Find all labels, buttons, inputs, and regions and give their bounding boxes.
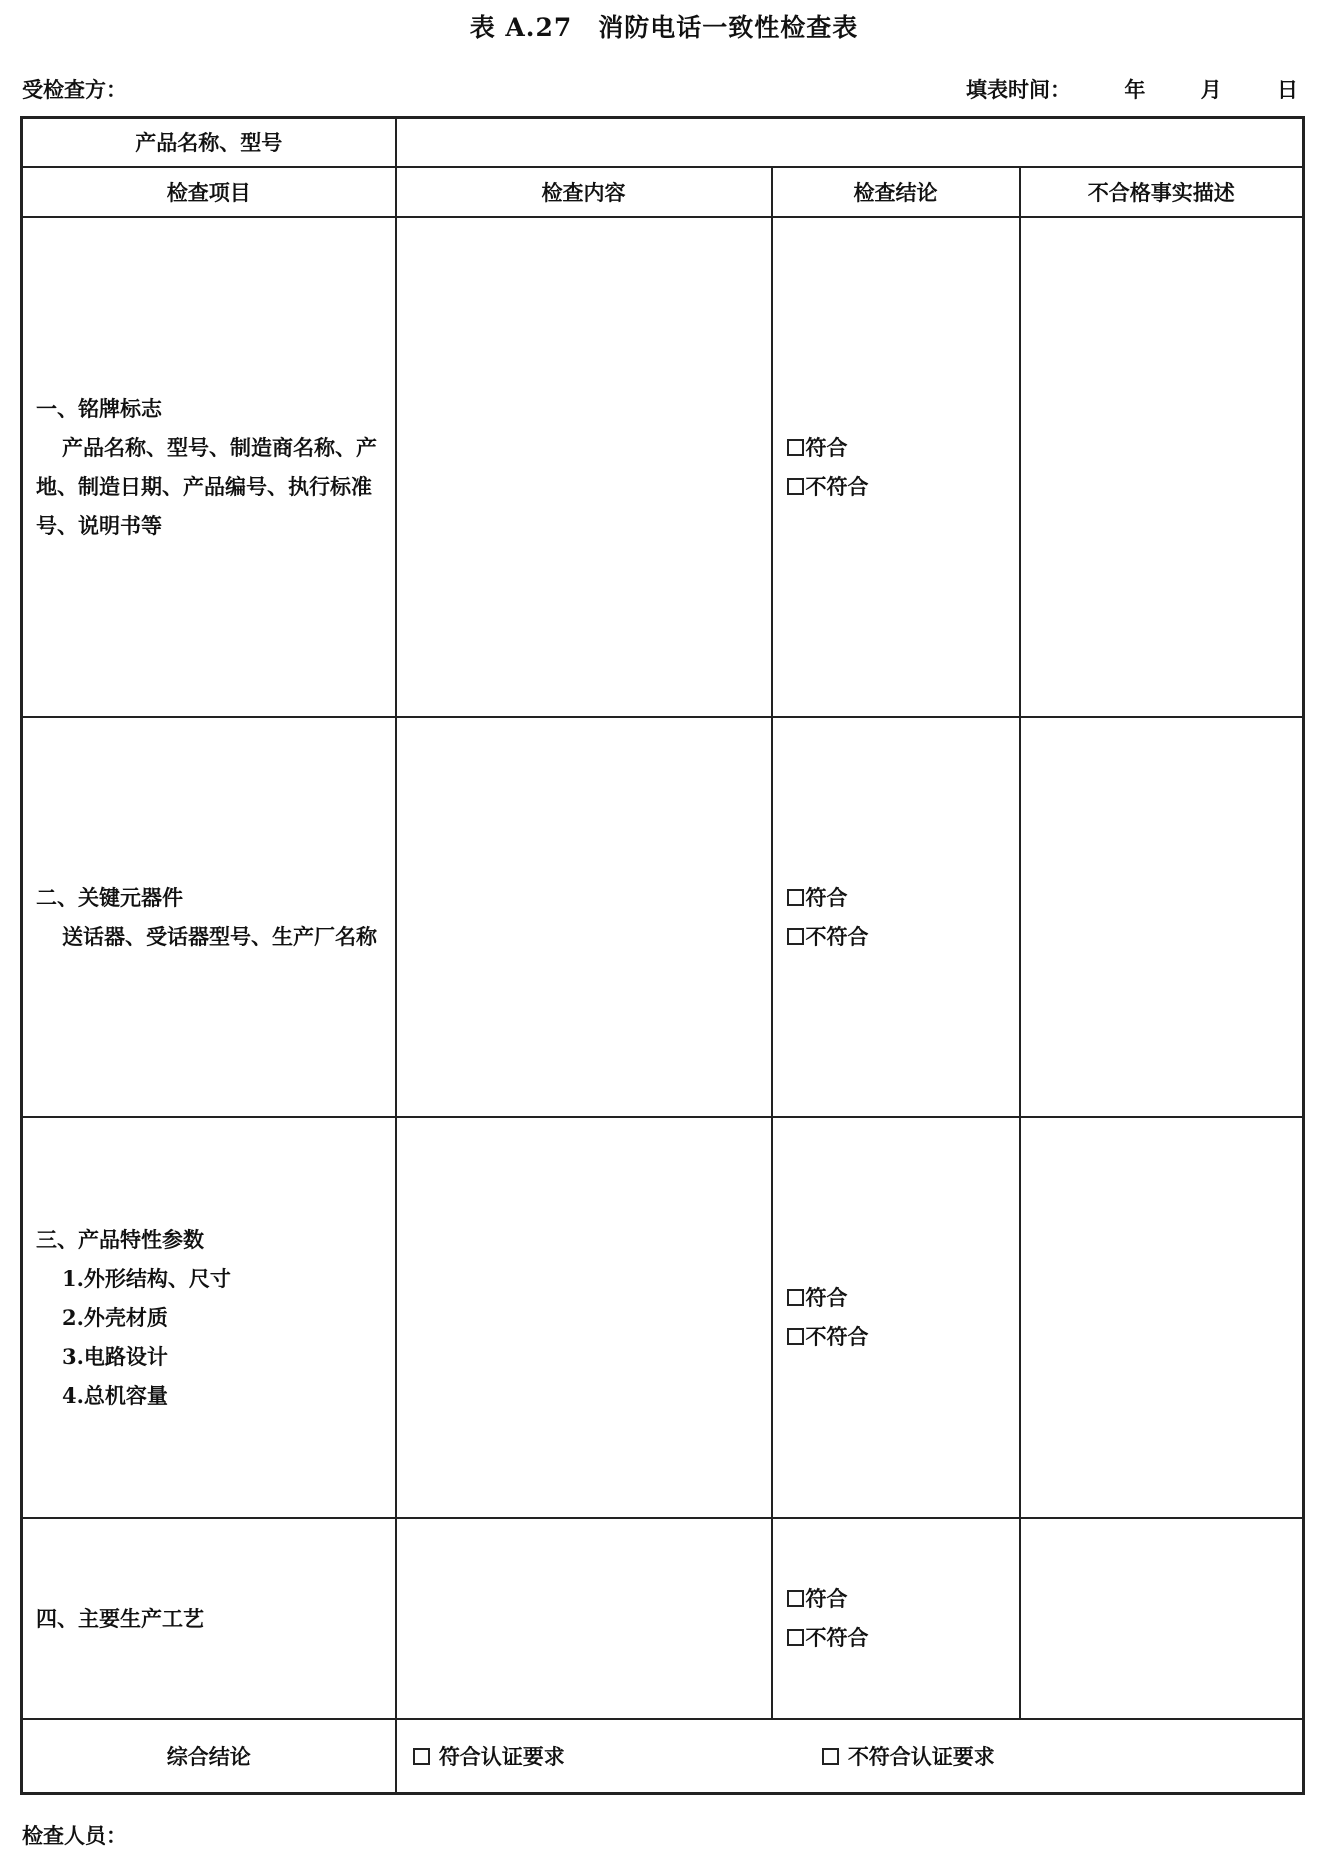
table-row xyxy=(22,1518,1304,1719)
product-value-field[interactable] xyxy=(396,118,1304,167)
pass-label: 符合 xyxy=(805,1586,848,1611)
overall-fail-label: 不符合认证要求 xyxy=(847,1743,995,1769)
product-row xyxy=(22,118,1304,167)
checkbox-icon[interactable] xyxy=(787,1289,804,1306)
fail-label: 不符合 xyxy=(805,1324,869,1349)
overall-pass-option[interactable] xyxy=(413,1741,565,1771)
column-header-description: 不合格事实描述 xyxy=(1020,167,1304,217)
inspector-label: 检查人员： xyxy=(22,1823,127,1848)
item-detail: 4.总机容量 xyxy=(62,1382,168,1408)
table-row xyxy=(22,217,1304,717)
checkbox-icon[interactable] xyxy=(787,439,804,456)
nonconformity-description-field[interactable] xyxy=(1020,217,1304,717)
fail-option[interactable] xyxy=(787,1618,1019,1657)
item-detail: 送话器、受话器型号、生产厂名称 xyxy=(62,923,377,949)
pass-label: 符合 xyxy=(805,434,848,460)
item-heading: 四、主要生产工艺 xyxy=(36,1605,204,1631)
result-cell xyxy=(772,1518,1020,1719)
checkbox-icon[interactable] xyxy=(787,1629,804,1646)
inspection-item xyxy=(22,717,396,1117)
table-row xyxy=(22,717,1304,1117)
overall-label: 综合结论 xyxy=(22,1719,396,1794)
table-title: 消防电话一致性检查表 xyxy=(598,13,859,42)
pass-option[interactable] xyxy=(787,878,1019,917)
month-label: 月 xyxy=(1200,77,1222,102)
nonconformity-description-field[interactable] xyxy=(1020,717,1304,1117)
table-number: 表 A.27 xyxy=(469,13,573,42)
inspected-party-label: 受检查方： xyxy=(22,77,127,102)
pass-label: 符合 xyxy=(805,884,848,910)
fail-label: 不符合 xyxy=(805,923,869,949)
fail-option[interactable] xyxy=(787,1317,1019,1356)
inspection-item xyxy=(22,217,396,717)
inspection-content-field[interactable] xyxy=(396,1117,772,1518)
inspection-content-field[interactable] xyxy=(396,1518,772,1719)
fail-option[interactable] xyxy=(787,467,1019,506)
column-header-item: 检查项目 xyxy=(22,167,396,217)
overall-pass-label: 符合认证要求 xyxy=(438,1743,565,1769)
item-detail: 2.外壳材质 xyxy=(62,1304,168,1330)
inspection-table xyxy=(20,116,1305,1795)
inspection-content-field[interactable] xyxy=(396,217,772,717)
inspection-item xyxy=(22,1518,396,1719)
fill-time xyxy=(966,74,1298,104)
item-heading: 一、铭牌标志 xyxy=(36,395,162,421)
nonconformity-description-field[interactable] xyxy=(1020,1117,1304,1518)
item-detail: 1.外形结构、尺寸 xyxy=(62,1265,231,1291)
nonconformity-description-field[interactable] xyxy=(1020,1518,1304,1719)
column-header-row xyxy=(22,167,1304,217)
day-label: 日 xyxy=(1276,77,1298,102)
item-detail: 3.电路设计 xyxy=(62,1343,168,1369)
result-cell xyxy=(772,717,1020,1117)
inspection-item xyxy=(22,1117,396,1518)
checkbox-icon[interactable] xyxy=(787,889,804,906)
overall-fail-option[interactable] xyxy=(822,1741,995,1771)
checkbox-icon[interactable] xyxy=(787,478,804,495)
checkbox-icon[interactable] xyxy=(787,1590,804,1607)
checkbox-icon[interactable] xyxy=(787,1328,804,1345)
item-heading: 三、产品特性参数 xyxy=(36,1226,204,1252)
item-detail: 产品名称、型号、制造商名称、产地、制造日期、产品编号、执行标准号、说明书等 xyxy=(36,434,377,538)
pass-option[interactable] xyxy=(787,1579,1019,1618)
checkbox-icon[interactable] xyxy=(787,928,804,945)
pass-option[interactable] xyxy=(787,1278,1019,1317)
product-label: 产品名称、型号 xyxy=(22,118,396,167)
inspection-content-field[interactable] xyxy=(396,717,772,1117)
result-cell xyxy=(772,1117,1020,1518)
fail-option[interactable] xyxy=(787,917,1019,956)
fill-time-label: 填表时间： xyxy=(966,77,1071,102)
overall-row xyxy=(22,1719,1304,1794)
checkbox-icon[interactable] xyxy=(413,1748,430,1765)
pass-option[interactable] xyxy=(787,428,1019,467)
item-heading: 二、关键元器件 xyxy=(36,884,183,910)
result-cell xyxy=(772,217,1020,717)
checkbox-icon[interactable] xyxy=(822,1748,839,1765)
overall-result-cell xyxy=(396,1719,1304,1794)
fail-label: 不符合 xyxy=(805,473,869,499)
year-label: 年 xyxy=(1124,77,1146,102)
table-row xyxy=(22,1117,1304,1518)
column-header-content: 检查内容 xyxy=(396,167,772,217)
page-title xyxy=(0,8,1328,44)
fail-label: 不符合 xyxy=(805,1625,869,1650)
pass-label: 符合 xyxy=(805,1285,848,1310)
column-header-result: 检查结论 xyxy=(772,167,1020,217)
